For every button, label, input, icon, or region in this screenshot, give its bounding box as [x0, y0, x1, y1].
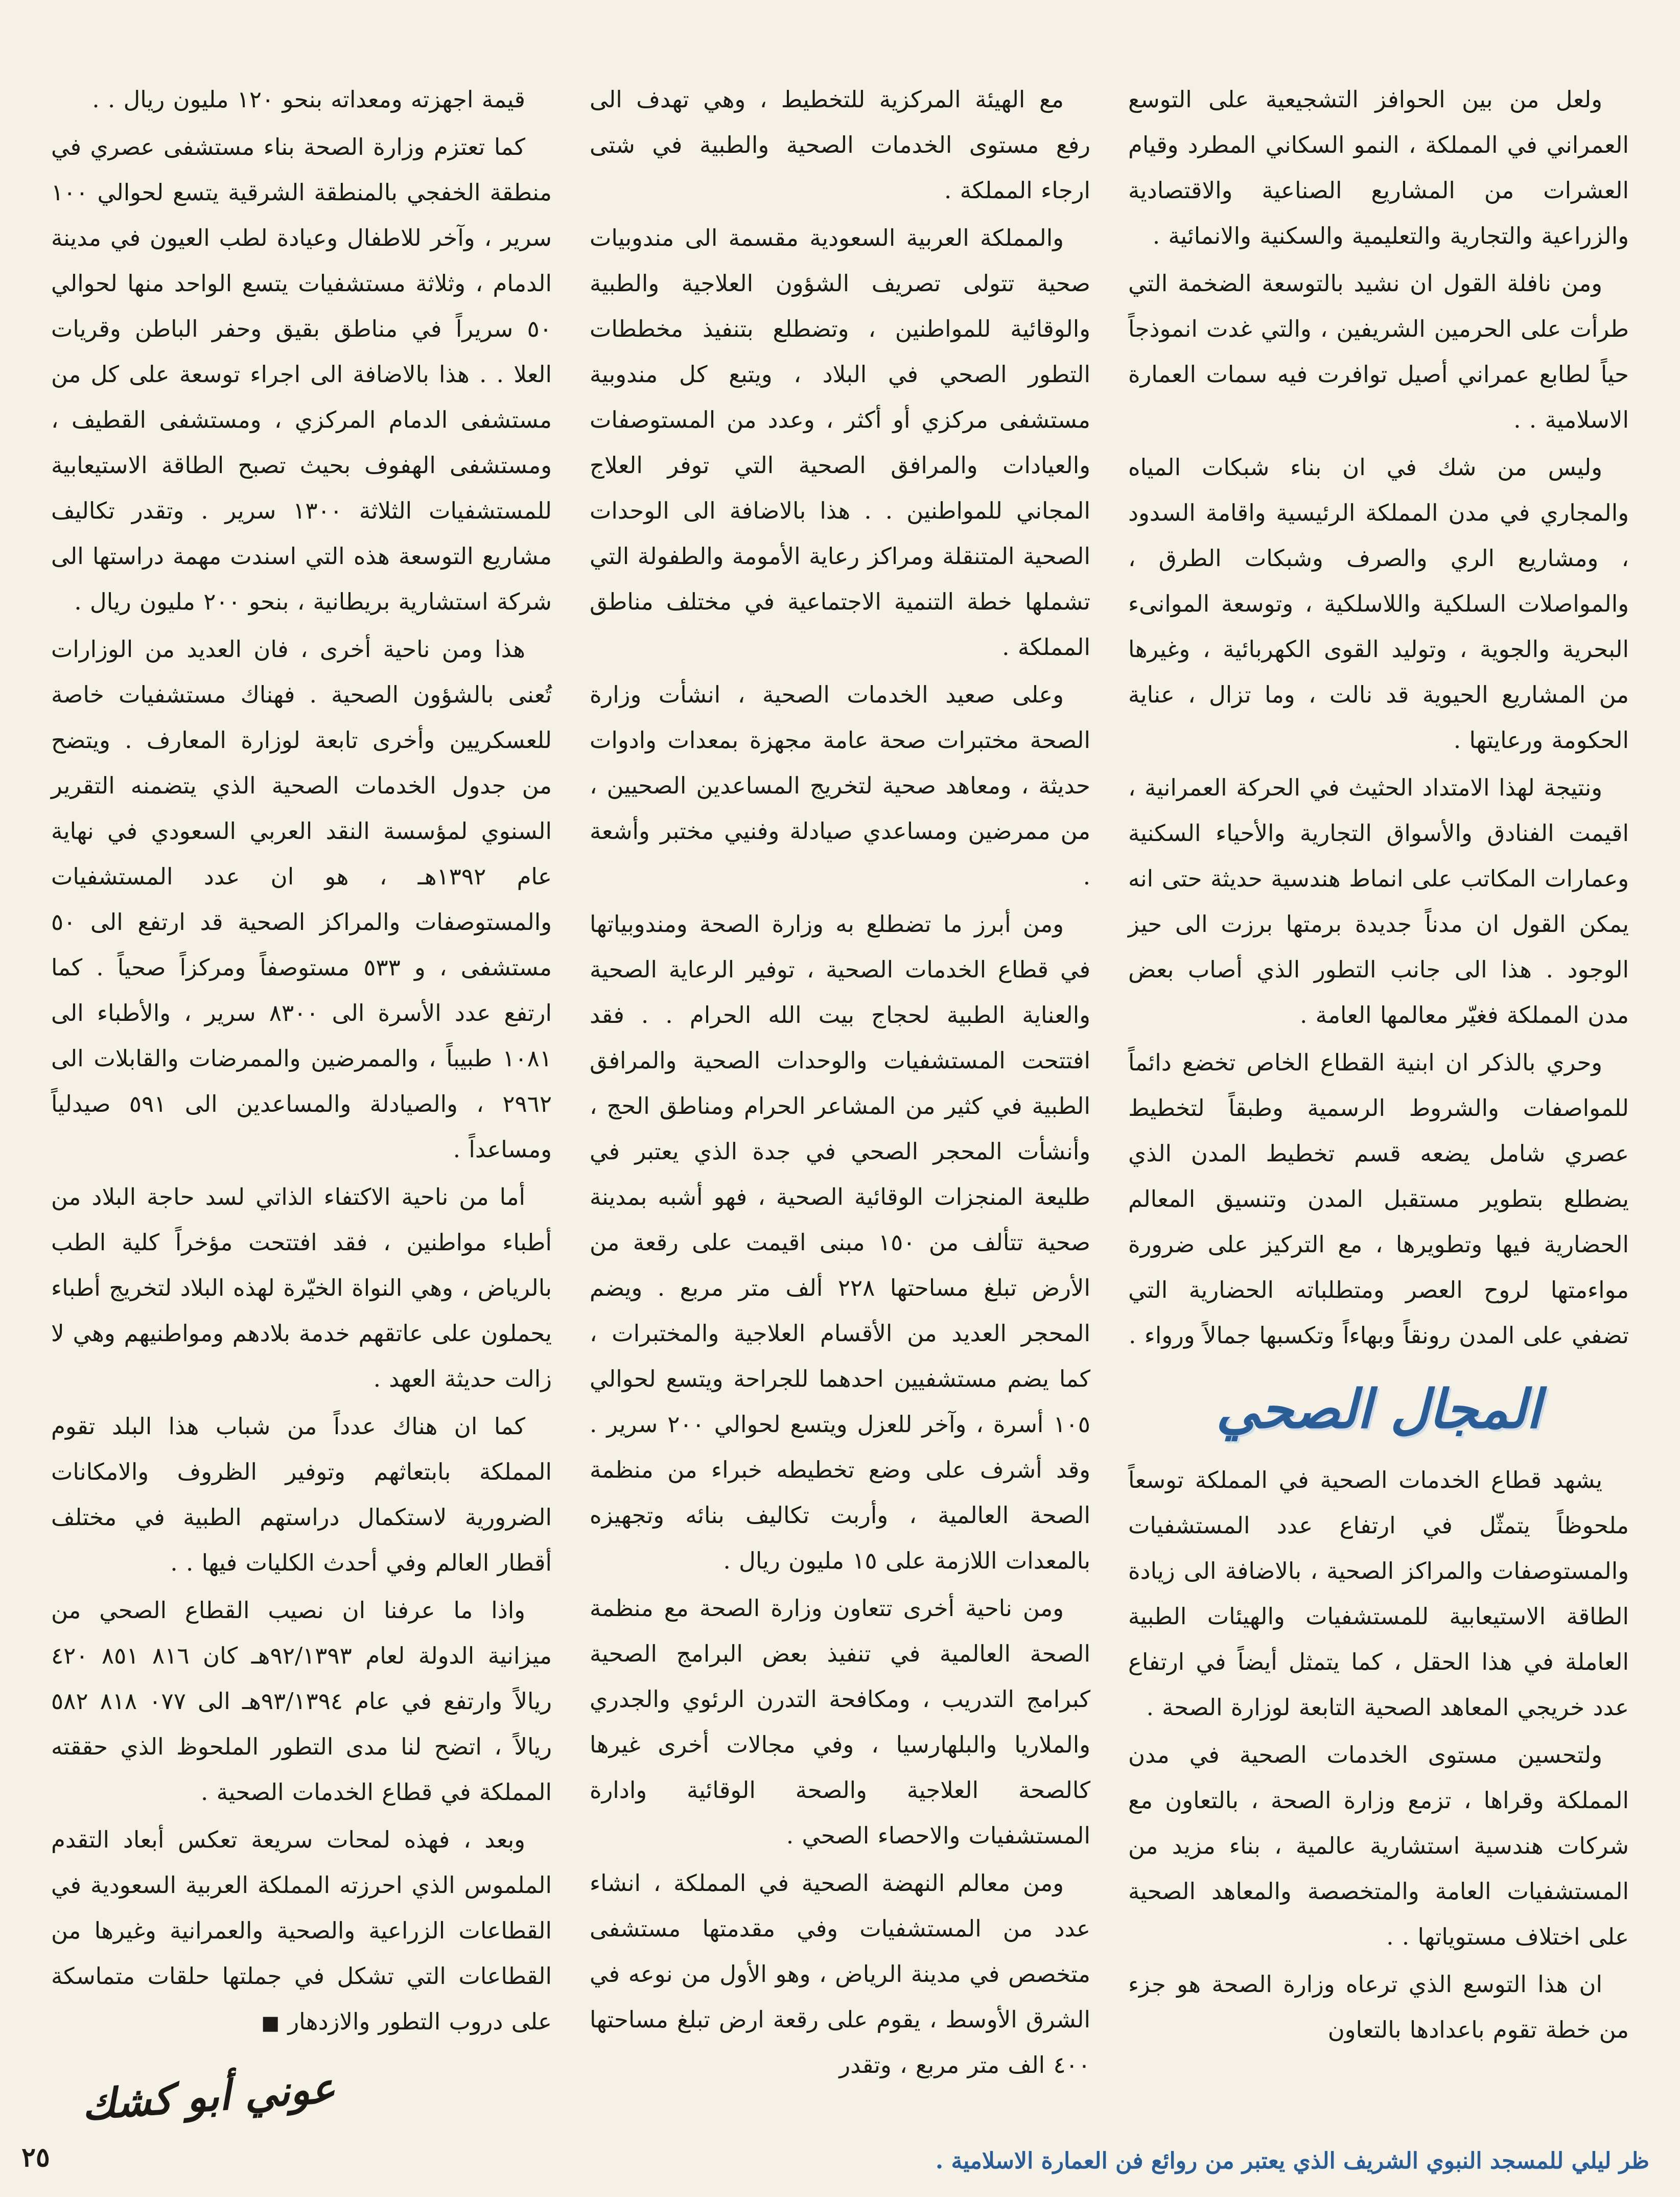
- article-columns: [51, 77, 1629, 2130]
- paragraph: ومن معالم النهضة الصحية في المملكة ، انشاء عدد من المستشفيات وفي مقدمتها مستشفى متخصص في مدينة الرياض ، وهو الأول من نوعه في الشرق الأوسط ، يقوم على رقعة ارض تبلغ مساحتها ٤٠٠ الف متر مربع ، وتقدر: [590, 1869, 1090, 2078]
- paragraph: واذا ما عرفنا ان نصيب القطاع الصحي من ميزانية الدولة لعام ٩٢/١٣٩٣هـ كان ٨١٦ ٨٥١ ٤٢٠ ريالاً وارتفع في عام ٩٣/١٣٩٤هـ الى ٠٧٧ ٨١٨ ٥٨٢ ريالاً ، اتضح لنا مدى التطور الملحوظ الذي حققته المملكة في قطاع الخدمات الصحية .: [51, 1597, 552, 1806]
- paragraph: يشهد قطاع الخدمات الصحية في المملكة توسعاً ملحوظاً يتمثّل في ارتفاع عدد المستشفيات والمستوصفات والمراكز الصحية ، بالاضافة الى زيادة الطاقة الاستيعابية للمستشفيات والهيئات الطبية العاملة في هذا الحقل ، كما يتمثل أيضاً في ارتفاع عدد خريجي المعاهد الصحية التابعة لوزارة الصحة .: [1128, 1466, 1629, 1721]
- paragraph: ومن ناحية أخرى تتعاون وزارة الصحة مع منظمة الصحة العالمية في تنفيذ بعض البرامج الصحية كبرامج التدريب ، ومكافحة التدرن الرئوي والجدري والملاريا والبلهارسيا ، وفي مجالات أخرى غيرها كالصحة العلاجية والصحة الوقائية وادارة المستشفيات والاحصاء الصحي .: [590, 1595, 1090, 1849]
- final-paragraph-text: وبعد ، فهذه لمحات سريعة تعكس أبعاد التقدم الملموس الذي احرزته المملكة العربية السعودية في القطاعات الزراعية والصحية والعمرانية وغيرها من القطاعات التي تشكل في جملتها حلقات متماسكة على دروب التطور والازدهار: [51, 1826, 552, 2035]
- paragraph: ولعل من بين الحوافز التشجيعية على التوسع العمراني في المملكة ، النمو السكاني المطرد وقيام العشرات من المشاريع الصناعية والاقتصادية والزراعية والتجارية والتعليمية والسكنية والانمائية .: [1128, 86, 1629, 249]
- end-of-article-mark: ■: [261, 2012, 280, 2034]
- paragraph: ونتيجة لهذا الامتداد الحثيث في الحركة العمرانية ، اقيمت الفنادق والأسواق التجارية والأحياء السكنية وعمارات المكاتب على انماط هندسية حديثة حتى انه يمكن القول ان مدناً جديدة برمتها برزت الى حيز الوجود . هذا الى جانب التطور الذي أصاب بعض مدن المملكة فغيّر معالمها العامة .: [1128, 774, 1629, 1029]
- paragraph: هذا ومن ناحية أخرى ، فان العديد من الوزارات تُعنى بالشؤون الصحية . فهناك مستشفيات خاصة للعسكريين وأخرى تابعة لوزارة المعارف . ويتضح من جدول الخدمات الصحية الذي يتضمنه التقرير السنوي لمؤسسة النقد العربي السعودي في نهاية عام ١٣٩٢هـ ، هو ان عدد المستشفيات والمستوصفات والمراكز الصحية قد ارتفع الى ٥٠ مستشفى ، و ٥٣٣ مستوصفاً ومركزاً صحياً . كما ارتفع عدد الأسرة الى ٨٣٠٠ سرير ، والأطباء الى ١٠٨١ طبيباً ، والممرضين والممرضات والقابلات الى ٢٩٦٢ ، والصيادلة والمساعدين الى ٥٩١ صيدلياً ومساعداً .: [51, 636, 552, 1163]
- paragraph: كما ان هناك عدداً من شباب هذا البلد تقوم المملكة بابتعاثهم وتوفير الظروف والامكانات الضرورية لاستكمال دراستهم الطبية في مختلف أقطار العالم وفي أحدث الكليات فيها . .: [51, 1413, 552, 1576]
- paragraph: وحري بالذكر ان ابنية القطاع الخاص تخضع دائماً للمواصفات والشروط الرسمية وطبقاً لتخطيط عصري شامل يضعه قسم تخطيط المدن الذي يضطلع بتطوير مستقبل المدن وتنسيق المعالم الحضارية فيها وتطويرها ، مع التركيز على ضرورة مواءمتها لروح العصر ومتطلباته الحضارية التي تضفي على المدن رونقاً وبهاءاً وتكسبها جمالاً ورواء .: [1128, 1049, 1629, 1349]
- paragraph: والمملكة العربية السعودية مقسمة الى مندوبيات صحية تتولى تصريف الشؤون العلاجية والطبية والوقائية للمواطنين ، وتضطلع بتنفيذ مخططات التطور الصحي في البلاد ، ويتبع كل مندوبية مستشفى مركزي أو أكثر ، وعدد من المستوصفات والعيادات والمرافق الصحية التي توفر العلاج المجاني للمواطنين . . هذا بالاضافة الى الوحدات الصحية المتنقلة ومراكز رعاية الأمومة والطفولة التي تشملها خطة التنمية الاجتماعية في مختلف مناطق المملكة .: [590, 224, 1090, 661]
- paragraph: كما تعتزم وزارة الصحة بناء مستشفى عصري في منطقة الخفجي بالمنطقة الشرقية يتسع لحوالي ١٠٠ سرير ، وآخر للاطفال وعيادة لطب العيون في مدينة الدمام ، وثلاثة مستشفيات يتسع الواحد منها لحوالي ٥٠ سريراً في مناطق بقيق وحفر الباطن وقريات العلا . . هذا بالاضافة الى اجراء توسعة على كل من مستشفى الدمام المركزي ، ومستشفى القطيف ، ومستشفى الهفوف بحيث تصبح الطاقة الاستيعابية للمستشفيات الثلاثة ١٣٠٠ سرير . وتقدر تكاليف مشاريع التوسعة هذه التي اسندت مهمة دراستها الى شركة استشارية بريطانية ، بنحو ٢٠٠ مليون ريال .: [51, 133, 552, 615]
- photo-caption: ظر ليلي للمسجد النبوي الشريف الذي يعتبر من روائع فن العمارة الاسلامية .: [935, 2148, 1649, 2174]
- column-middle: [590, 77, 1090, 2095]
- paragraph: ومن أبرز ما تضطلع به وزارة الصحة ومندوبياتها في قطاع الخدمات الصحية ، توفير الرعاية الصحية والعناية الطبية لحجاج بيت الله الحرام . . فقد افتتحت المستشفيات والوحدات الصحية والمرافق الطبية في كثير من المشاعر الحرام ومناطق الحج ، وأنشأت المحجر الصحي في جدة الذي يعتبر في طليعة المنجزات الوقائية الصحية ، فهو أشبه بمدينة صحية تتألف من ١٥٠ مبنى اقيمت على رقعة من الأرض تبلغ مساحتها ٢٢٨ ألف متر مربع . ويضم المحجر العديد من الأقسام العلاجية والمختبرات ، كما يضم مستشفيين احدهما للجراحة ويتسع لحوالي ١٠٥ أسرة ، وآخر للعزل ويتسع لحوالي ٢٠٠ سرير . وقد أشرف على وضع تخطيطه خبراء من منظمة الصحة العالمية ، وأربت تكاليف بنائه وتجهيزه بالمعدات اللازمة على ١٥ مليون ريال .: [590, 910, 1091, 1574]
- paragraph-final: [51, 1817, 552, 2046]
- paragraph: ولتحسين مستوى الخدمات الصحية في مدن المملكة وقراها ، تزمع وزارة الصحة ، بالتعاون مع شركات هندسية استشارية عالمية ، بناء مزيد من المستشفيات العامة والمتخصصة والمعاهد الصحية على اختلاف مستوياتها . .: [1128, 1741, 1629, 1950]
- paragraph: ومن نافلة القول ان نشيد بالتوسعة الضخمة التي طرأت على الحرمين الشريفين ، والتي غدت انموذجاً حياً لطابع عمراني أصيل توافرت فيه سمات العمارة الاسلامية . .: [1128, 270, 1629, 433]
- author-signature: عوني أبو كشك: [80, 2063, 337, 2130]
- paragraph: أما من ناحية الاكتفاء الذاتي لسد حاجة البلاد من أطباء مواطنين ، فقد افتتحت مؤخراً كلية الطب بالرياض ، وهي النواة الخيّرة لهذه البلاد لتخريج أطباء يحملون على عاتقهم خدمة بلادهم ومواطنيهم وهي لا زالت حديثة العهد .: [51, 1183, 552, 1392]
- column-left: [51, 77, 552, 2130]
- paragraph: ان هذا التوسع الذي ترعاه وزارة الصحة هو جزء من خطة تقوم باعدادها بالتعاون: [1128, 1971, 1629, 2043]
- column-right: [1128, 77, 1629, 2095]
- paragraph: وعلى صعيد الخدمات الصحية ، انشأت وزارة الصحة مختبرات صحة عامة مجهزة بمعدات وادوات حديثة ، ومعاهد صحية لتخريج المساعدين الصحيين ، من ممرضين ومساعدي صيادلة وفنيي مختبر وأشعة .: [590, 681, 1090, 890]
- paragraph: مع الهيئة المركزية للتخطيط ، وهي تهدف الى رفع مستوى الخدمات الصحية والطبية في شتى ارجاء المملكة .: [590, 86, 1090, 204]
- page-number: ٢٥: [21, 2142, 50, 2173]
- section-heading-health: المجال الصحي: [1216, 1377, 1541, 1440]
- paragraph: وليس من شك في ان بناء شبكات المياه والمجاري في مدن المملكة الرئيسية واقامة السدود ، ومشاريع الري والصرف وشبكات الطرق ، والمواصلات السلكية واللاسلكية ، وتوسعة الموانىء البحرية والجوية ، وتوليد القوى الكهربائية ، وغيرها من المشاريع الحيوية قد نالت ، وما تزال ، عناية الحكومة ورعايتها .: [1128, 454, 1629, 754]
- paragraph: قيمة اجهزته ومعداته بنحو ١٢٠ مليون ريال . .: [92, 86, 525, 113]
